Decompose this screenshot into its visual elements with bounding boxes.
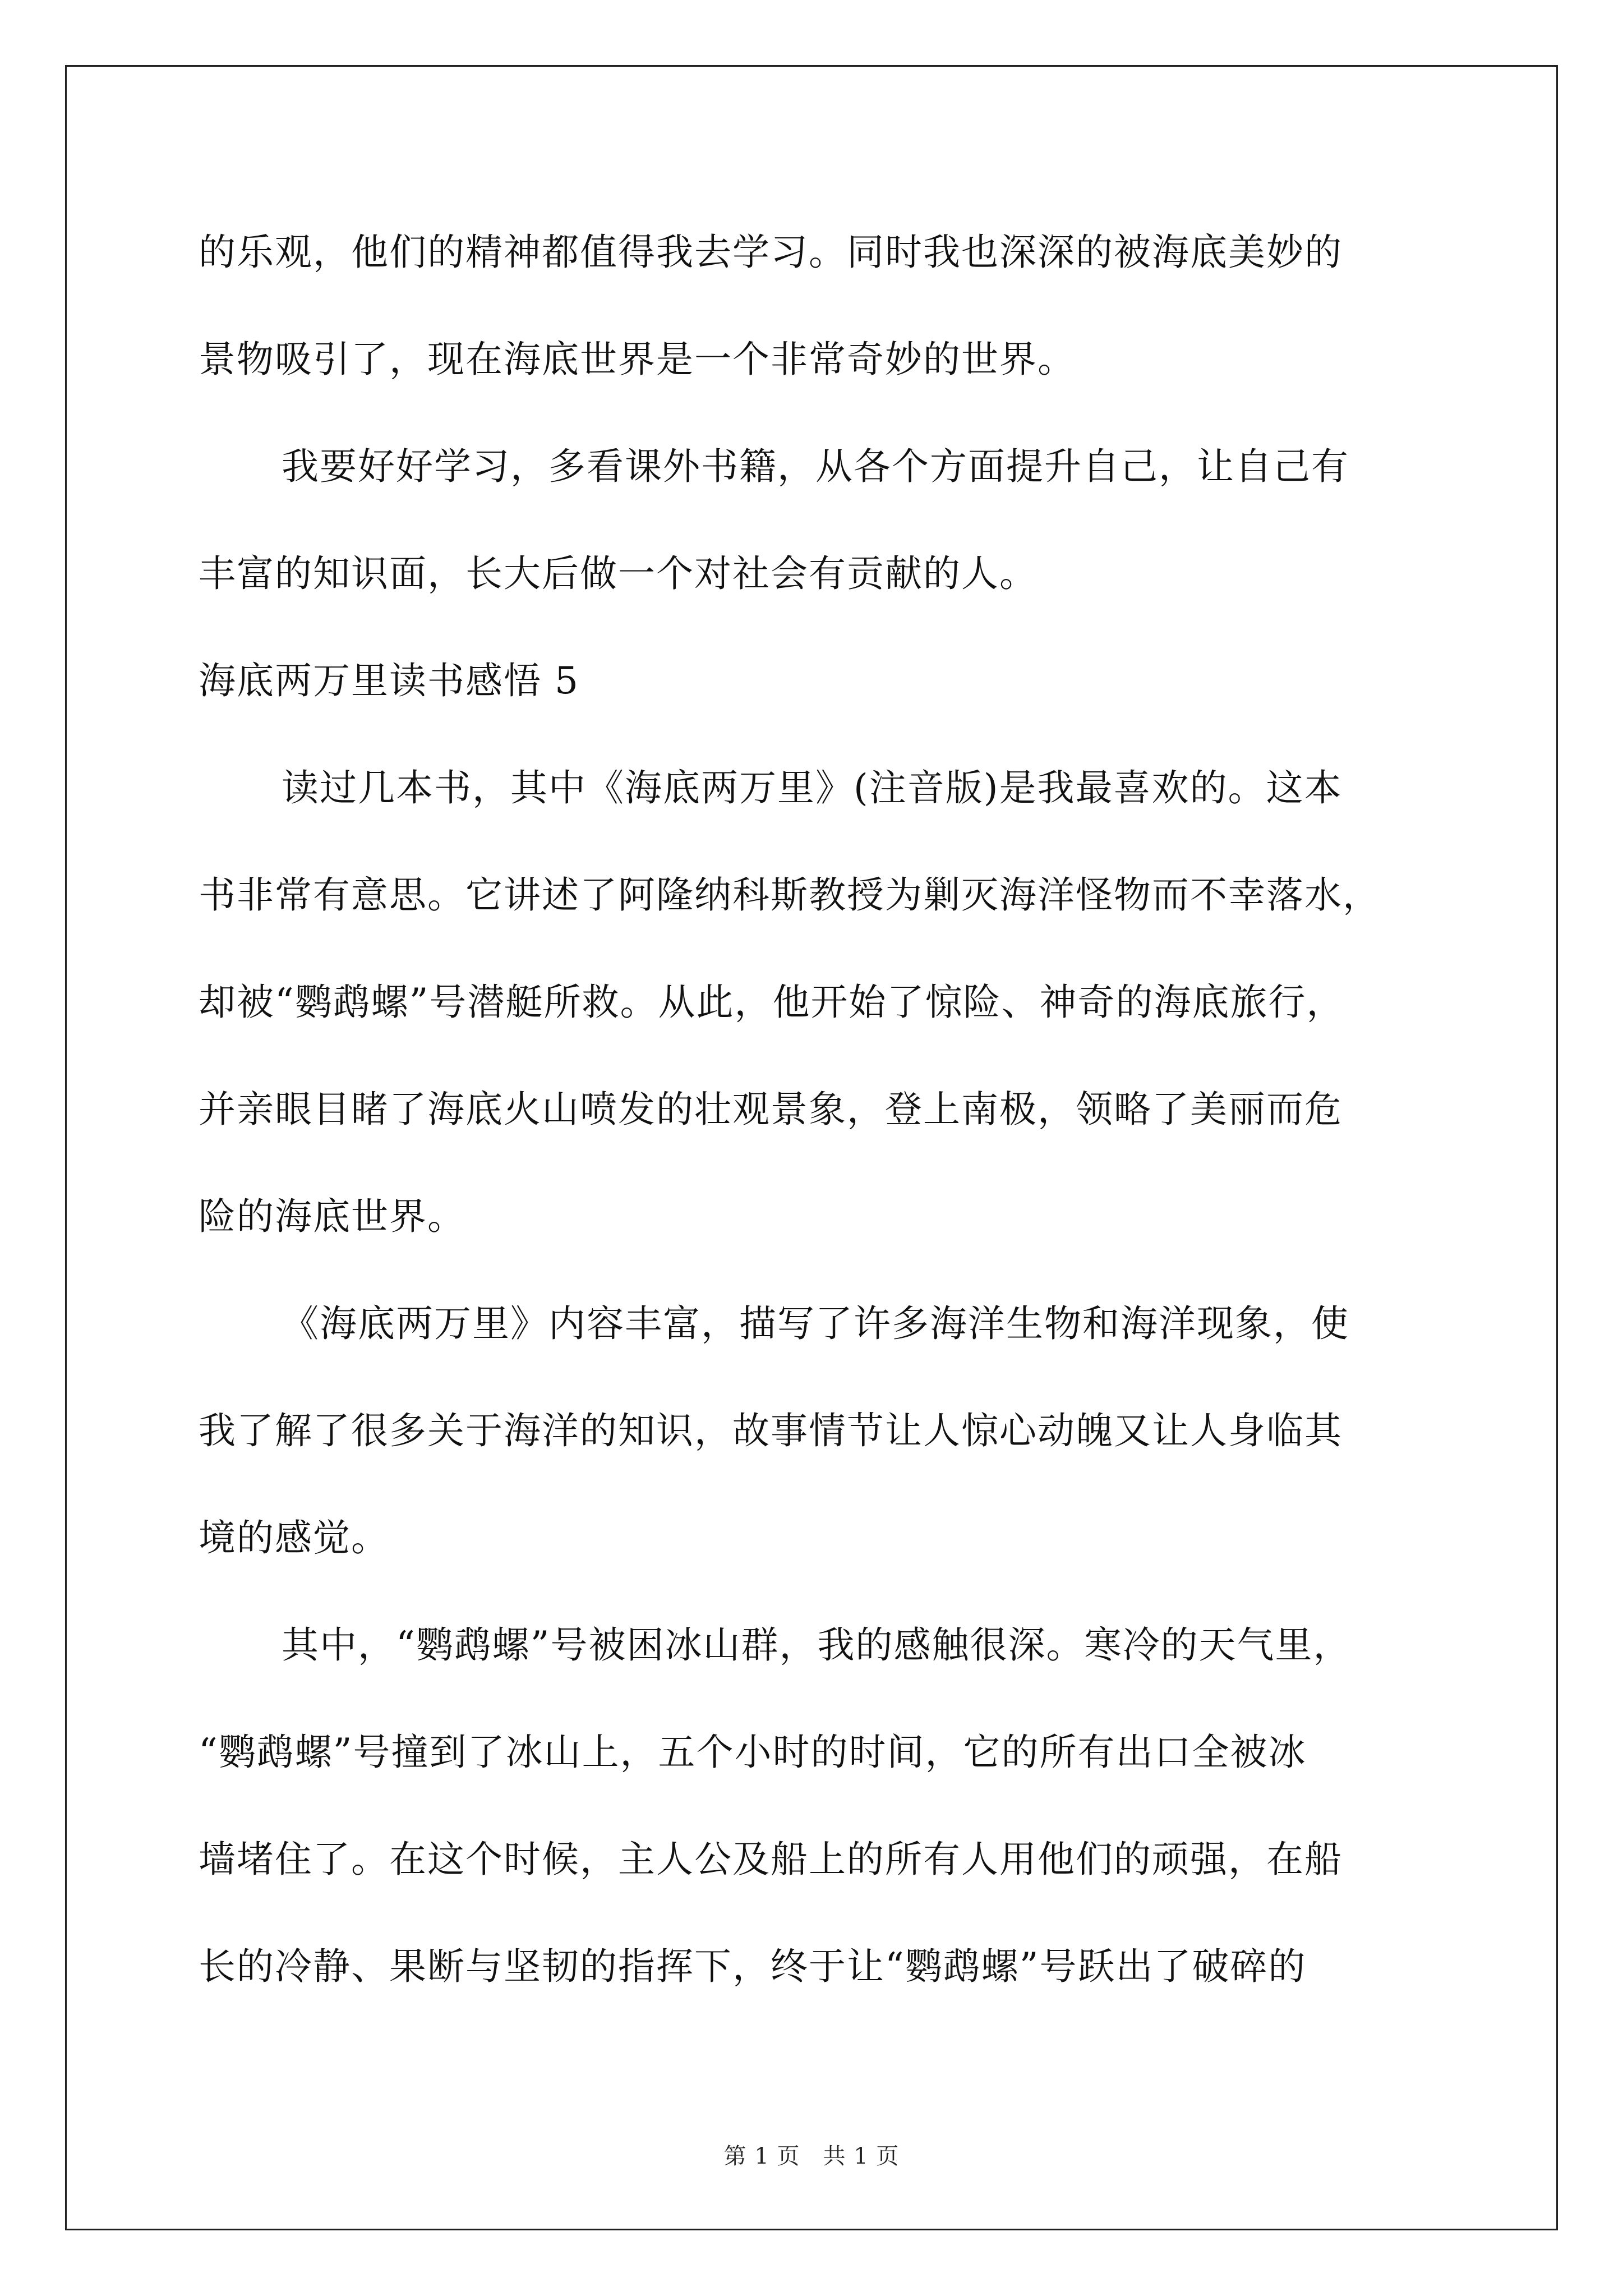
text-line: 并亲眼目睹了海底火山喷发的壮观景象，登上南极，领略了美丽而危 — [199, 1088, 1343, 1131]
section-heading: 海底两万里读书感悟 5 — [199, 659, 579, 702]
text-line: 境的感觉。 — [199, 1516, 389, 1559]
text-line: 我要好好学习，多看课外书籍，从各个方面提升自己，让自己有 — [282, 445, 1349, 488]
text-line: 的乐观，他们的精神都值得我去学习。同时我也深深的被海底美妙的 — [199, 231, 1343, 274]
document-body — [199, 202, 1427, 2023]
page-number: 第 1 页 共 1 页 — [723, 2143, 900, 2169]
text-line: 《海底两万里》内容丰富，描写了许多海洋生物和海洋现象，使 — [282, 1302, 1349, 1345]
text-line: 墙堵住了。在这个时候，主人公及船上的所有人用他们的顽强，在船 — [199, 1838, 1343, 1881]
text-line: “鹦鹉螺”号撞到了冰山上，五个小时的时间，它的所有出口全被冰 — [199, 1731, 1307, 1774]
text-line: 丰富的知识面，长大后做一个对社会有贡献的人。 — [199, 552, 1038, 595]
text-line: 我了解了很多关于海洋的知识，故事情节让人惊心动魄又让人身临其 — [199, 1409, 1343, 1452]
text-line: 书非常有意思。它讲述了阿隆纳科斯教授为剿灭海洋怪物而不幸落水， — [199, 873, 1381, 917]
text-line: 读过几本书，其中《海底两万里》(注音版)是我最喜欢的。这本 — [282, 766, 1343, 809]
text-line: 险的海底世界。 — [199, 1195, 465, 1238]
text-line: 景物吸引了，现在海底世界是一个非常奇妙的世界。 — [199, 338, 1076, 381]
text-line: 其中，“鹦鹉螺”号被困冰山群，我的感触很深。寒冷的天气里， — [282, 1623, 1352, 1667]
text-line: 长的冷静、果断与坚韧的指挥下，终于让“鹦鹉螺”号跃出了破碎的 — [199, 1945, 1307, 1988]
page-footer — [0, 2138, 1623, 2170]
text-line: 却被“鹦鹉螺”号潜艇所救。从此，他开始了惊险、神奇的海底旅行， — [199, 981, 1345, 1024]
